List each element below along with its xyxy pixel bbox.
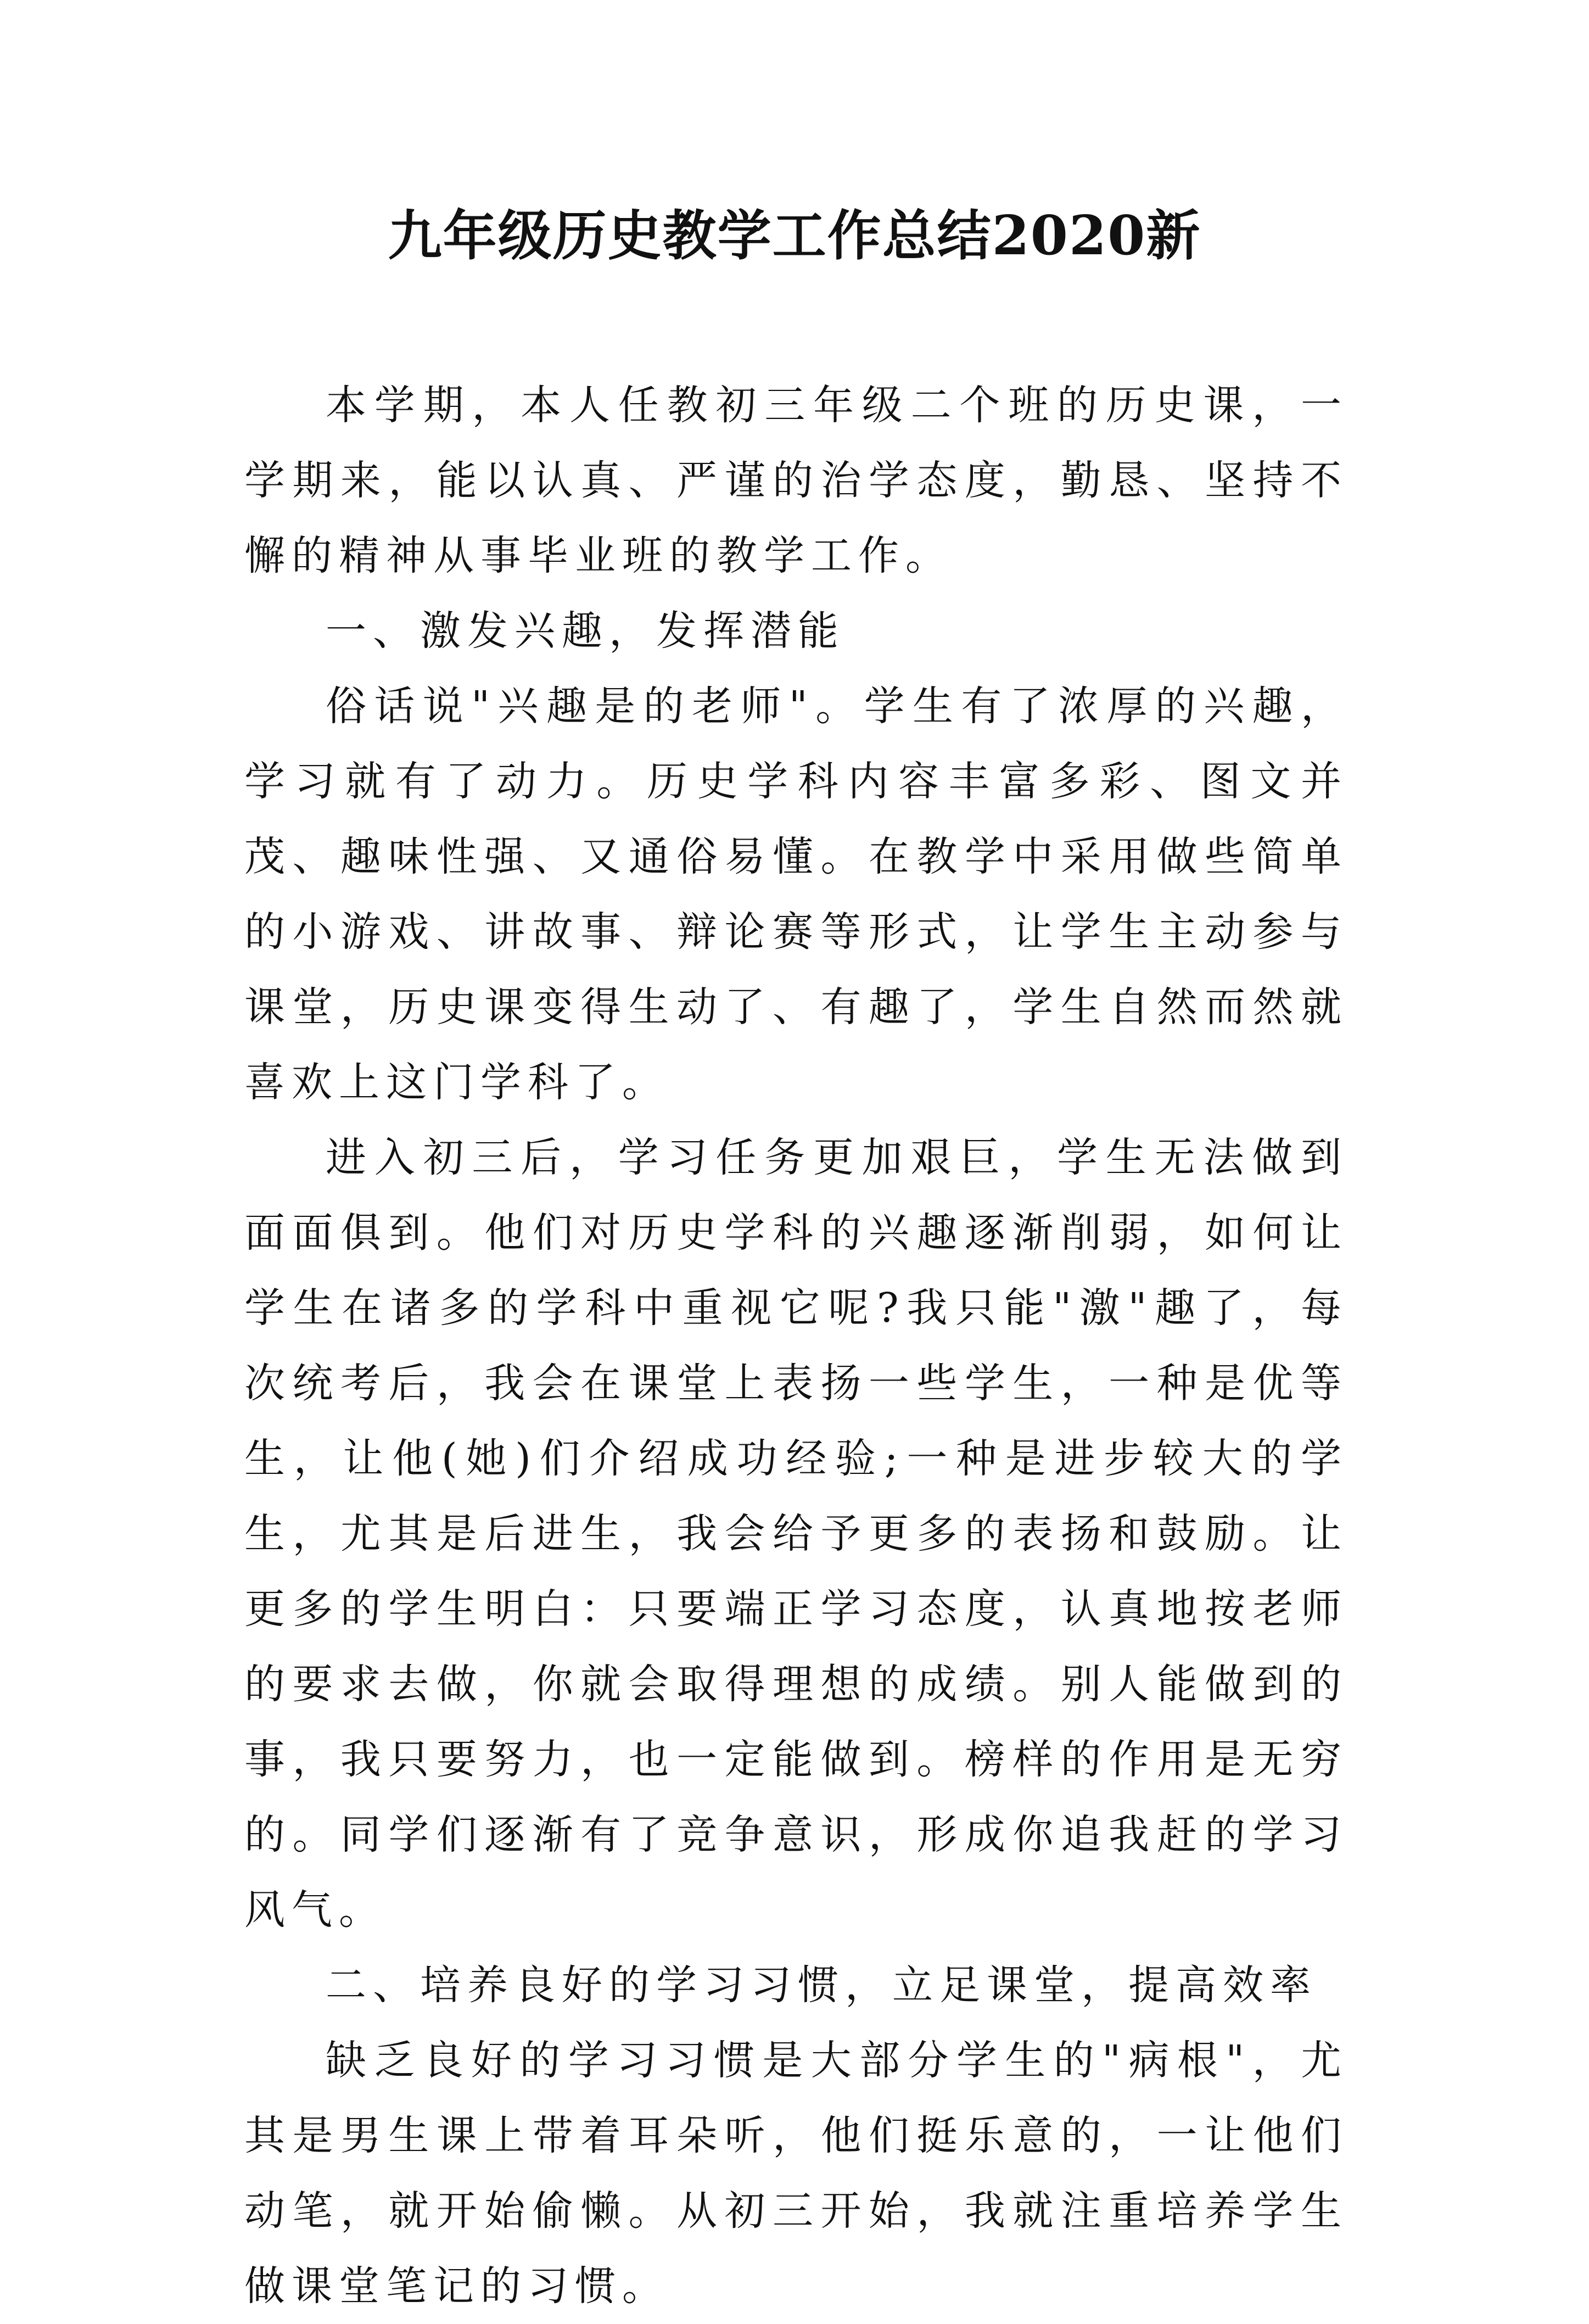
paragraph-habits: 缺乏良好的学习习惯是大部分学生的"病根"，尤其是男生课上带着耳朵听，他们挺乐意的，一让他们动笔，就开始偷懒。从初三开始，我就注重培养学生做课堂笔记的习惯。 (244, 2037, 1348, 2310)
section-heading-2: 二、培养良好的学习习惯，立足课堂，提高效率 (326, 1962, 1317, 2009)
paragraph-grade-three: 进入初三后，学习任务更加艰巨，学生无法做到面面俱到。他们对历史学科的兴趣逐渐削弱，如何让学生在诸多的学科中重视它呢?我只能"激"趣了，每次统考后，我会在课堂上表扬一些学生，一种是优等生，让他(她)们介绍成功经验;一种是进步较大的学生，尤其是后进生，我会给予更多的表扬和鼓励。让更多的学生明白：只要端正学习态度，认真地按老师的要求去做，你就会取得理想的成绩。别人能做到的事，我只要努力，也一定能做到。榜样的作用是无穷的。同学们逐渐有了竞争意识，形成你追我赶的学习风气。 (244, 1134, 1348, 1934)
section-heading-1: 一、激发兴趣，发挥潜能 (326, 607, 845, 655)
document-body (244, 368, 1348, 2324)
paragraph-interest: 俗话说"兴趣是的老师"。学生有了浓厚的兴趣，学习就有了动力。历史学科内容丰富多彩、图文并茂、趣味性强、又通俗易懂。在教学中采用做些简单的小游戏、讲故事、辩论赛等形式，让学生主动参与课堂，历史课变得生动了、有趣了，学生自然而然就喜欢上这门学科了。 (244, 683, 1348, 1106)
document-title: 九年级历史教学工作总结2020新 (388, 204, 1201, 267)
paragraph-intro: 本学期，本人任教初三年级二个班的历史课，一学期来，能以认真、严谨的治学态度，勤恳、坚持不懈的精神从事毕业班的教学工作。 (244, 382, 1348, 579)
